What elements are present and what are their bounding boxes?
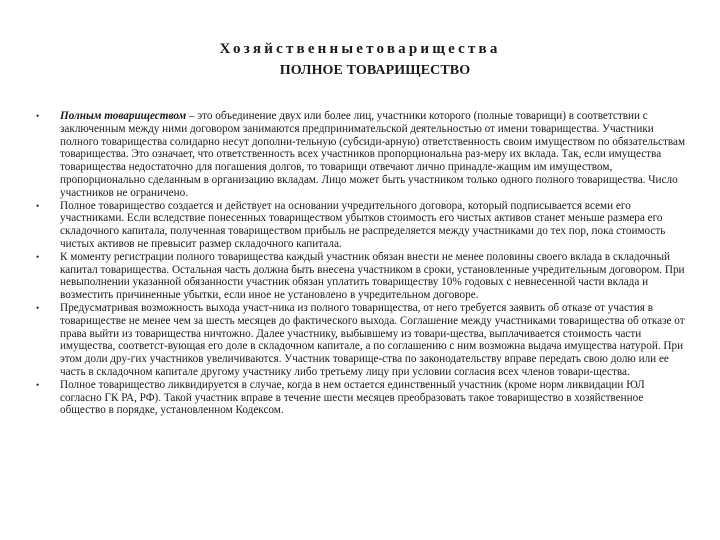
bullet-item xyxy=(36,379,688,417)
bullet-item xyxy=(36,110,688,200)
bullet-list xyxy=(36,110,688,417)
slide-subtitle: ПОЛНОЕ ТОВАРИЩЕСТВО xyxy=(279,63,471,78)
bullet-text: Предусматривая возможность выхода участ-ника из полного товарищества, от него требуется заявить об отказе от участия в товариществе не менее чем за шесть месяцев до фактического выхода. Соглашение между участниками товарищества об отказе от права выйти из товарищества ничтожно. Далее участнику, выбывшему из товари-щества, выплачивается стоимость части имущества, соответст-вующая его доле в складочном капитале, а по соглашению с ним возможна выдача имущества натурой. При этом доли дру-гих участников увеличиваются. Участник товарище-ства по законодательству вправе передать свою долю или ее часть в складочном капитале другому участнику либо третьему лицу при условии согласия всех членов товари-щества. xyxy=(60,301,685,378)
bullet-marker: • xyxy=(36,111,40,121)
bullet-text: Полное товарищество ликвидируется в случае, когда в нем остается единственный участник (кроме норм ликвидации ЮЛ согласно ГК РА, РФ). Такой участник вправе в течение шести месяцев преобразовать такое товарищество в хозяйственное общество в порядке, установленном Кодексом. xyxy=(60,378,645,417)
bullet-text: К моменту регистрации полного товарищества каждый участник обязан внести не менее половины своего вклада в складочный капитал товарищества. Остальная часть должна быть внесена участником в сроки, установленные учредительным договором. При невыполнении указанной обязанности участник обязан уплатить товариществу 10% годовых с невнесенной части вклада и возместить причиненные убытки, если иное не установлено в учредительном договоре. xyxy=(60,250,685,302)
bullet-item xyxy=(36,251,688,302)
bullet-item xyxy=(36,200,688,251)
bullet-text: Полное товарищество создается и действует на основании учредительного договора, который подписывается всеми его участниками. Если вследствие понесенных товариществом убытков стоимость его чистых активов станет меньше размера его складочного капитала, полученная товариществом прибыль не распределяется между участниками до тех пор, пока стоимость чистых активов не превысит размер складочного капитала. xyxy=(60,199,666,250)
bullet-marker: • xyxy=(36,302,40,313)
bullet-marker: • xyxy=(36,200,40,211)
bullet-lead: Полным товариществом xyxy=(60,110,187,122)
slide-title: Хозяйственныетоварищества xyxy=(219,41,501,57)
bullet-text: – это объединение двух или более лиц, участники которого (полные товарищи) в соответствии с заключенным между ними договором занимаются предпринимательской деятельностью от имени товарищества. Участники полного товарищества солидарно несут дополни-тельную (субсиди-арную) ответственность своим имуществом по обязательствам товарищества. Это означает, что ответственность всех участников пропорциональна раз-меру их вклада. Так, если имущества товарищества недостаточно для погашения долгов, то товарищи отвечают лично принадле-жащим им имуществом, пропорционально сделанным в организацию вкладам. Лицо может быть участником только одного полного товарищества. Число участников не ограничено. xyxy=(60,110,686,199)
bullet-marker: • xyxy=(36,251,40,262)
bullet-item xyxy=(36,302,688,379)
bullet-marker: • xyxy=(36,379,40,390)
